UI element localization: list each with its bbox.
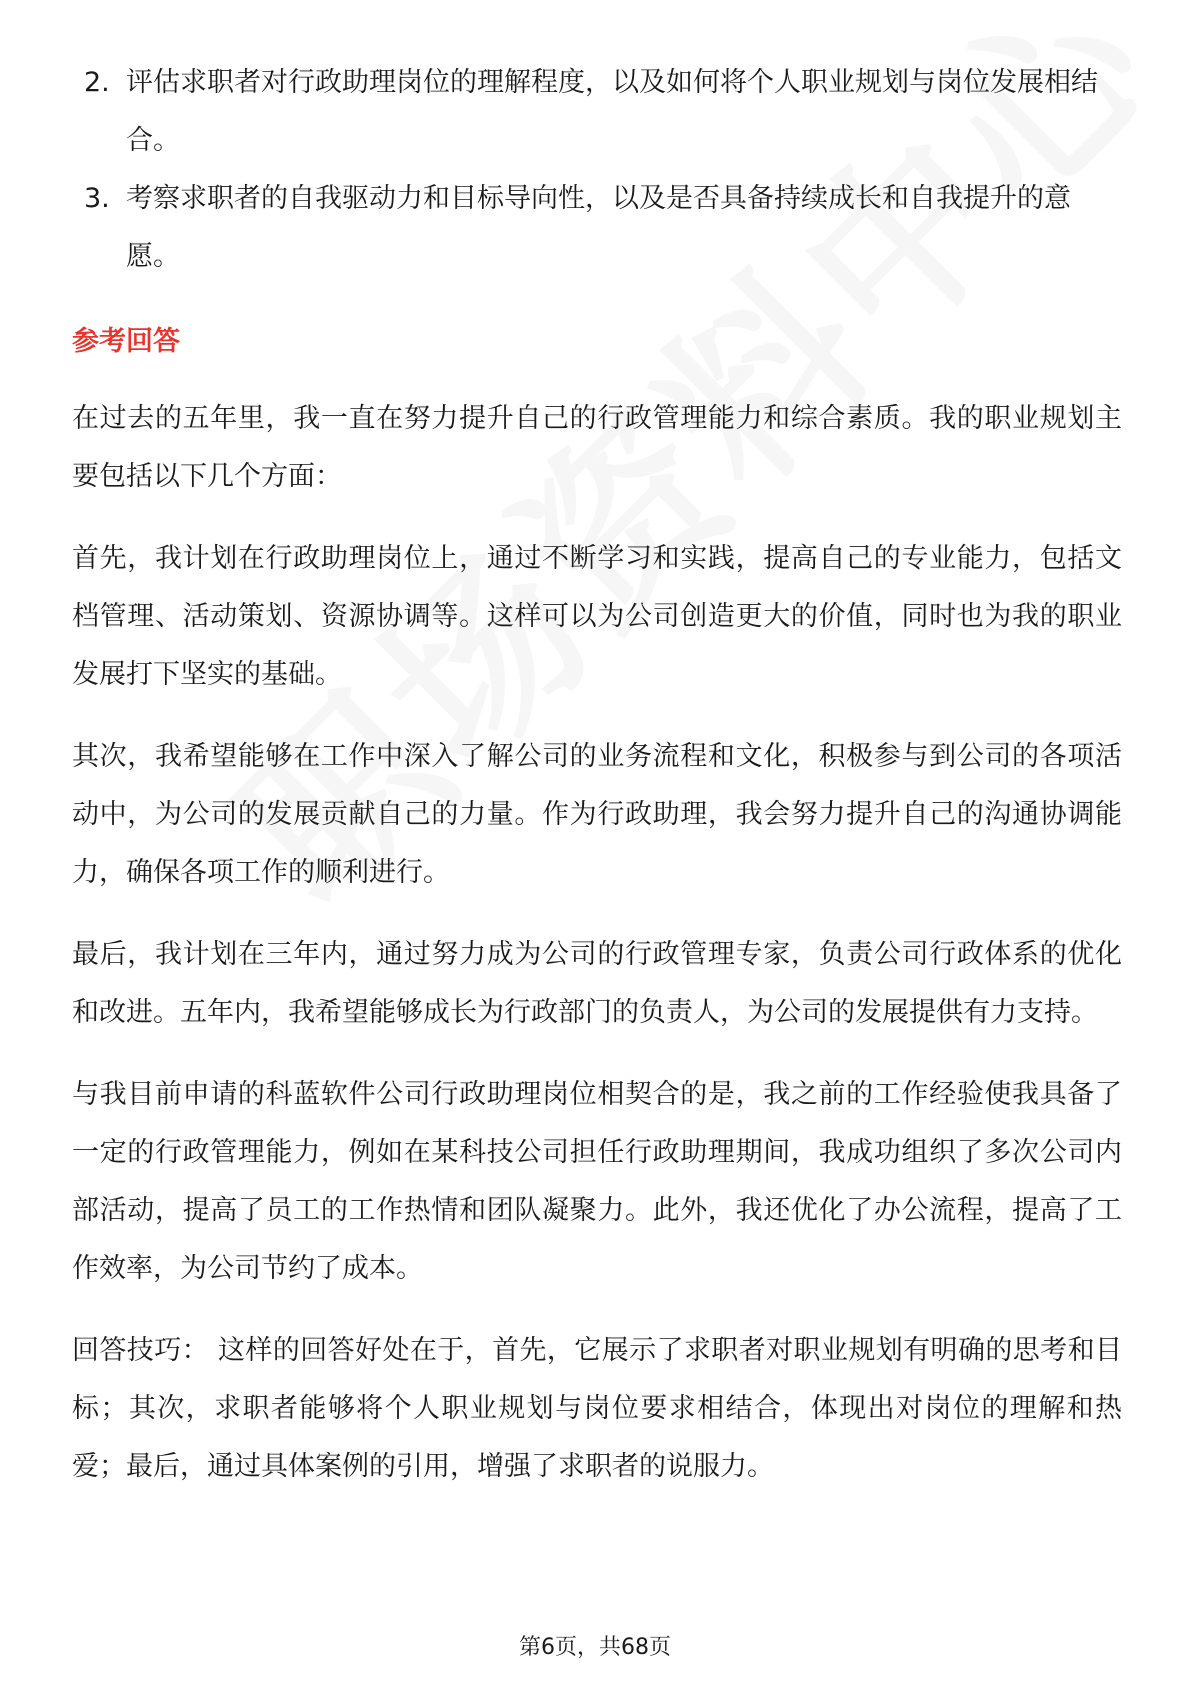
list-text: 评估求职者对行政助理岗位的理解程度，以及如何将个人职业规划与岗位发展相结合。 [126, 67, 1098, 156]
numbered-list [72, 54, 1122, 286]
list-number: 3. [84, 183, 110, 214]
document-body [72, 54, 1122, 1520]
page-footer: 第6页，共68页 [519, 1635, 671, 1660]
paragraph: 最后，我计划在三年内，通过努力成为公司的行政管理专家，负责公司行政体系的优化和改进。五年内，我希望能够成长为行政部门的负责人，为公司的发展提供有力支持。 [72, 939, 1122, 1028]
list-item [72, 54, 1122, 170]
answer-tips-paragraph: 回答技巧： 这样的回答好处在于，首先，它展示了求职者对职业规划有明确的思考和目标；其次，求职者能够将个人职业规划与岗位要求相结合，体现出对岗位的理解和热爱；最后，通过具体案例的引用，增强了求职者的说服力。 [72, 1335, 1122, 1482]
paragraph: 其次，我希望能够在工作中深入了解公司的业务流程和文化，积极参与到公司的各项活动中，为公司的发展贡献自己的力量。作为行政助理，我会努力提升自己的沟通协调能力，确保各项工作的顺利进行。 [72, 741, 1122, 888]
paragraph: 与我目前申请的科蓝软件公司行政助理岗位相契合的是，我之前的工作经验使我具备了一定的行政管理能力，例如在某科技公司担任行政助理期间，我成功组织了多次公司内部活动，提高了员工的工作热情和团队凝聚力。此外，我还优化了办公流程，提高了工作效率，为公司节约了成本。 [72, 1079, 1122, 1284]
paragraph: 在过去的五年里，我一直在努力提升自己的行政管理能力和综合素质。我的职业规划主要包括以下几个方面： [72, 403, 1122, 492]
section-heading: 参考回答 [72, 326, 180, 357]
list-text: 考察求职者的自我驱动力和目标导向性，以及是否具备持续成长和自我提升的意愿。 [126, 183, 1071, 272]
list-number: 2. [84, 67, 110, 98]
paragraph: 首先，我计划在行政助理岗位上，通过不断学习和实践，提高自己的专业能力，包括文档管理、活动策划、资源协调等。这样可以为公司创造更大的价值，同时也为我的职业发展打下坚实的基础。 [72, 543, 1122, 690]
list-item [72, 170, 1122, 286]
